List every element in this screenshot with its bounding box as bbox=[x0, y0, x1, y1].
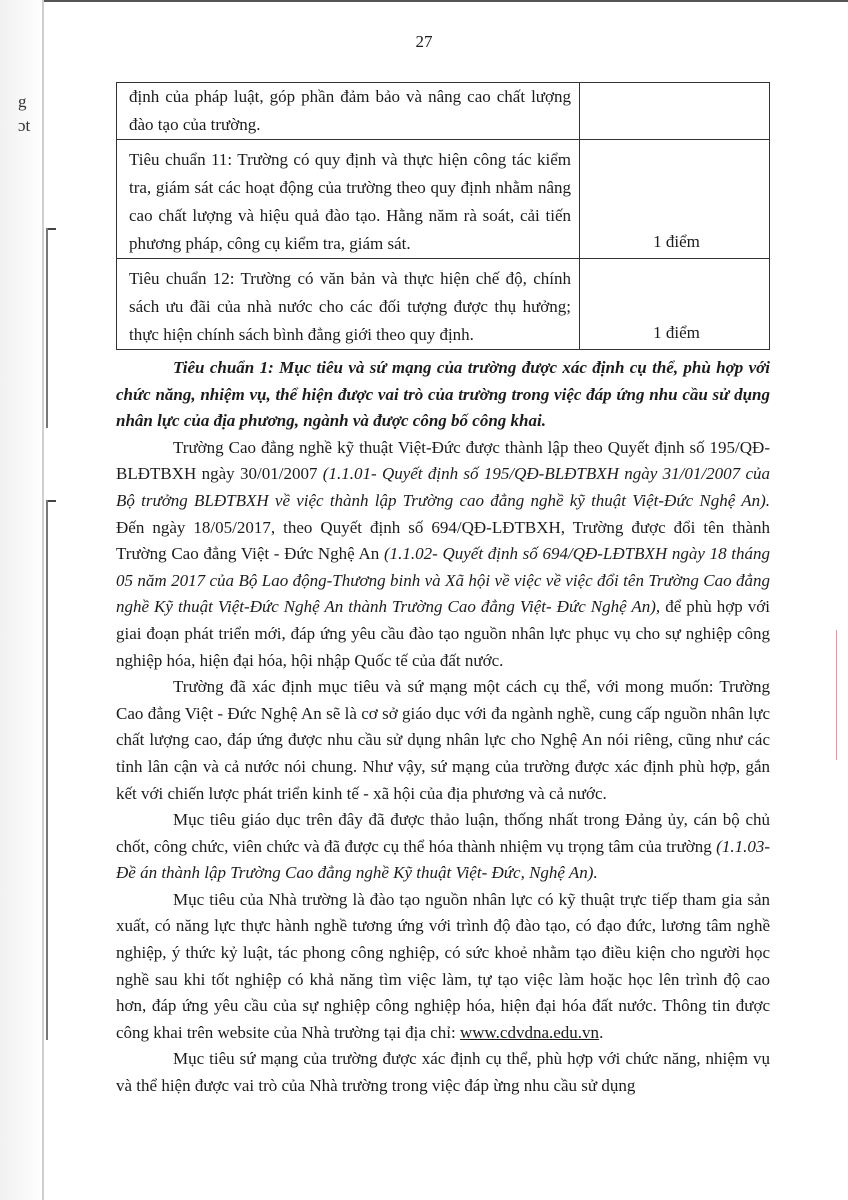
citation: (1.1.01- Quyết định số 195/QĐ-BLĐTBXH ngày 31/01/2007 của Bộ trưởng BLĐTBXH về việc thành lập Trường cao đẳng nghề kỹ thuật Việt-Đức Nghệ An). bbox=[116, 464, 770, 510]
citation: (1.1.03- Đề án thành lập Trường Cao đẳng nghề Kỹ thuật Việt- Đức, Nghệ An). bbox=[116, 836, 770, 883]
paragraph: Trường đã xác định mục tiêu và sứ mạng một cách cụ thể, với mong muốn: Trường Cao đẳng Việt - Đức Nghệ An sẽ là cơ sở giáo dục với đa ngành nghề, cung cấp nguồn nhân lực chất lượng cao, đáp ứng được nhu cầu sử dụng nhân lực cho Nghệ An nói riêng, cũng như các tỉnh lân cận và cả nước nói chung. Như vậy, sứ mạng của trường được xác định phù hợp, gắn kết với chiến lược phát triển kinh tế - xã hội của địa phương và cả nước. bbox=[116, 677, 770, 803]
paragraph-text: . bbox=[599, 1022, 604, 1042]
page-number: 27 bbox=[415, 32, 433, 51]
paragraph bbox=[116, 807, 770, 887]
paragraph-text: Trường Cao đẳng nghề kỹ thuật Việt-Đức được thành lập theo Quyết định số 195/QĐ-BLĐTBXH ngày 30/01/2007 bbox=[116, 437, 770, 484]
section-heading: Tiêu chuẩn 1: Mục tiêu và sứ mạng của trường được xác định cụ thể, phù hợp với chức năng, nhiệm vụ, thể hiện được vai trò của trường trong việc đáp ứng nhu cầu sử dụng nhân lực của địa phương, ngành và được công bố công khai. bbox=[116, 358, 770, 431]
criterion-description: Tiêu chuẩn 12: Trường có văn bản và thực hiện chế độ, chính sách ưu đãi của nhà nước cho các đối tượng được thụ hưởng; thực hiện chính sách bình đẳng giới theo quy định. bbox=[117, 259, 580, 350]
document-body bbox=[116, 355, 770, 1100]
citation: (1.1.02- Quyết định số 694/QĐ-LĐTBXH ngày 18 tháng 05 năm 2017 của Bộ Lao động-Thương binh và Xã hội về việc về việc đổi tên Trường Cao đẳng nghề Kỹ thuật Việt-Đức Nghệ An thành Trường Cao đẳng Việt- Đức Nghệ An), bbox=[116, 544, 770, 617]
scan-fold-line bbox=[42, 0, 44, 1200]
criterion-score bbox=[580, 83, 770, 140]
criterion-score: 1 điểm bbox=[580, 259, 770, 350]
criterion-score: 1 điểm bbox=[580, 140, 770, 259]
table-row bbox=[117, 259, 770, 350]
margin-bar bbox=[46, 228, 48, 428]
paragraph-text: Mục tiêu của Nhà trường là đào tạo nguồn nhân lực có kỹ thuật trực tiếp tham gia sản xuất, có năng lực thực hành nghề tương ứng với trình độ đào tạo, có đạo đức, lương tâm nghề nghiệp, ý thức kỷ luật, tác phong công nghiệp, có sức khoẻ nhằm tạo điều kiện cho người học nghề sau khi tốt nghiệp có khả năng tìm việc làm, tự tạo việc làm hoặc học lên trình độ cao hơn, đáp ứng yêu cầu của sự nghiệp công nghiệp hóa, hiện đại hóa đất nước. Thông tin được công khai trên website của Nhà trường tại địa chỉ: bbox=[116, 889, 770, 1042]
paragraph-text: để phù hợp với giai đoạn phát triển mới, đáp ứng yêu cầu đào tạo nguồn nhân lực phục vụ cho sự nghiệp công nghiệp hóa, hiện đại hóa, hội nhập Quốc tế của đất nước. bbox=[116, 597, 770, 670]
margin-fragment: ɔt bbox=[18, 116, 31, 135]
website-link[interactable]: www.cdvdna.edu.vn bbox=[459, 1022, 600, 1042]
scan-top-edge bbox=[42, 0, 848, 6]
criterion-description: định của pháp luật, góp phần đảm bảo và nâng cao chất lượng đào tạo của trường. bbox=[117, 83, 580, 140]
paragraph-text: Mục tiêu giáo dục trên đây đã được thảo luận, thống nhất trong Đảng ủy, cán bộ chủ chốt, công chức, viên chức và đã được cụ thể hóa thành nhiệm vụ trọng tâm của trường bbox=[116, 810, 770, 856]
criteria-table bbox=[116, 82, 770, 350]
scan-mark-right bbox=[836, 630, 845, 760]
margin-bar bbox=[46, 500, 48, 1040]
paragraph bbox=[116, 435, 770, 674]
scan-left-margin bbox=[0, 0, 42, 1200]
table-row bbox=[117, 140, 770, 259]
paragraph bbox=[116, 887, 770, 1047]
criterion-description: Tiêu chuẩn 11: Trường có quy định và thực hiện công tác kiểm tra, giám sát các hoạt động của trường theo quy định nhằm nâng cao chất lượng và hiệu quả đào tạo. Hằng năm rà soát, cải tiến phương pháp, công cụ kiểm tra, giám sát. bbox=[117, 140, 580, 259]
table-row bbox=[117, 83, 770, 140]
paragraph: Mục tiêu sứ mạng của trường được xác định cụ thể, phù hợp với chức năng, nhiệm vụ và thể hiện được vai trò của Nhà trường trong việc đáp ừng nhu cầu sử dụng bbox=[116, 1049, 770, 1096]
margin-fragment: g bbox=[18, 92, 27, 111]
paragraph-text: Đến ngày 18/05/2017, theo Quyết định số 694/QĐ-LĐTBXH, Trường được đổi tên thành Trường Cao đẳng Việt - Đức Nghệ An bbox=[116, 517, 770, 564]
